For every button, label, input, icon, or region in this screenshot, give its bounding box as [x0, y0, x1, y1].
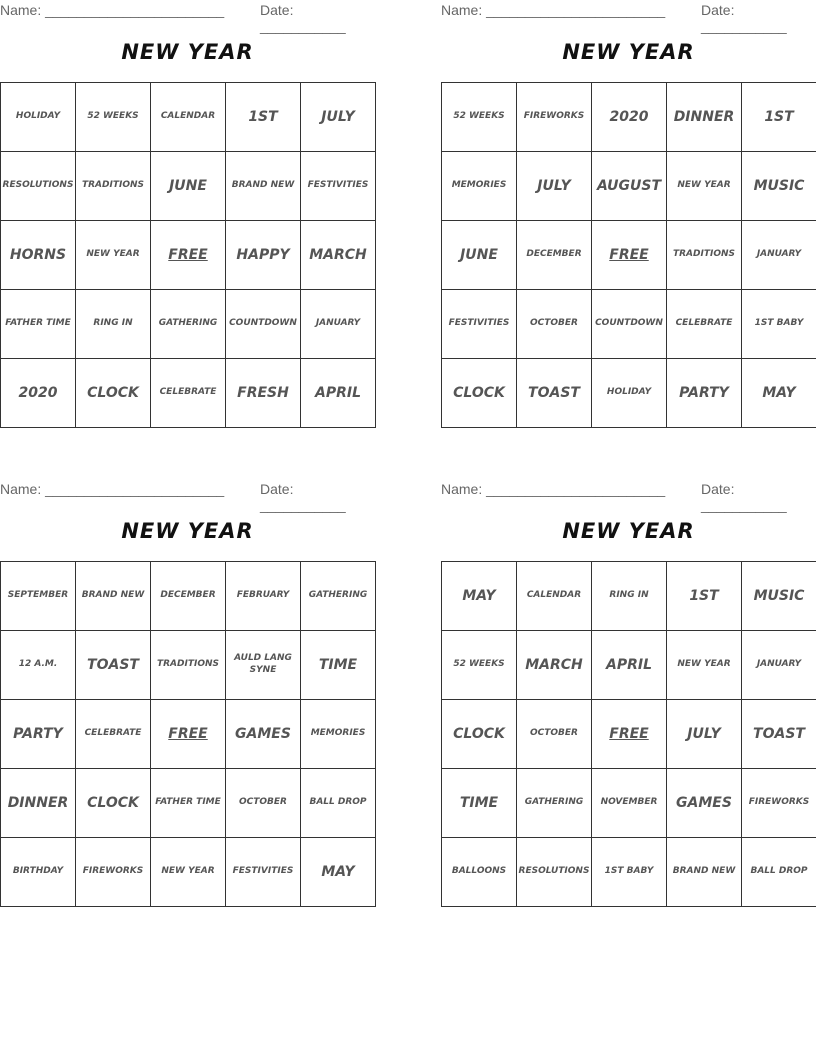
bingo-cell[interactable]: CLOCK: [442, 359, 517, 428]
bingo-cell[interactable]: FESTIVITIES: [442, 290, 517, 359]
bingo-cell[interactable]: APRIL: [592, 631, 667, 700]
bingo-cell[interactable]: 12 A.M.: [1, 631, 76, 700]
bingo-cell[interactable]: RING IN: [76, 290, 151, 359]
name-field[interactable]: Name: _______________________: [441, 2, 666, 18]
bingo-row: [1, 838, 376, 907]
bingo-cell[interactable]: BRAND NEW: [226, 152, 301, 221]
bingo-cell[interactable]: DINNER: [667, 83, 742, 152]
bingo-cell[interactable]: BALL DROP: [301, 769, 376, 838]
bingo-cell[interactable]: 1ST BABY: [592, 838, 667, 907]
bingo-cell[interactable]: GATHERING: [301, 562, 376, 631]
bingo-row: [442, 631, 816, 700]
bingo-grid: [441, 561, 816, 907]
bingo-cell[interactable]: 1ST: [226, 83, 301, 152]
bingo-cell[interactable]: FIREWORKS: [76, 838, 151, 907]
bingo-cell[interactable]: OCTOBER: [226, 769, 301, 838]
bingo-cell[interactable]: FATHER TIME: [151, 769, 226, 838]
bingo-grid: [0, 82, 376, 428]
bingo-cell[interactable]: MAY: [742, 359, 816, 428]
bingo-cell[interactable]: BRAND NEW: [667, 838, 742, 907]
bingo-cell[interactable]: 52 WEEKS: [442, 83, 517, 152]
bingo-cell[interactable]: BRAND NEW: [76, 562, 151, 631]
card-header: [0, 2, 375, 34]
bingo-cell[interactable]: CELEBRATE: [76, 700, 151, 769]
bingo-cell[interactable]: FESTIVITIES: [226, 838, 301, 907]
bingo-cell[interactable]: MAY: [442, 562, 517, 631]
bingo-cell[interactable]: TRADITIONS: [151, 631, 226, 700]
bingo-cell[interactable]: OCTOBER: [517, 290, 592, 359]
bingo-row: [442, 152, 816, 221]
card-header: [441, 481, 816, 513]
bingo-cell[interactable]: TOAST: [517, 359, 592, 428]
bingo-cell[interactable]: SEPTEMBER: [1, 562, 76, 631]
bingo-cell[interactable]: NEW YEAR: [667, 631, 742, 700]
bingo-row: [442, 769, 816, 838]
free-space-cell[interactable]: FREE: [151, 700, 226, 769]
bingo-cell[interactable]: TRADITIONS: [667, 221, 742, 290]
bingo-row: [1, 562, 376, 631]
card-title: NEW YEAR: [121, 40, 254, 64]
bingo-cell[interactable]: CELEBRATE: [667, 290, 742, 359]
card-header: [441, 2, 816, 34]
bingo-cell[interactable]: CALENDAR: [517, 562, 592, 631]
bingo-cell[interactable]: HORNS: [1, 221, 76, 290]
bingo-row: [1, 221, 376, 290]
bingo-cell[interactable]: AUGUST: [592, 152, 667, 221]
bingo-cell[interactable]: MAY: [301, 838, 376, 907]
bingo-cell[interactable]: NEW YEAR: [151, 838, 226, 907]
bingo-row: [1, 631, 376, 700]
bingo-cell[interactable]: CLOCK: [442, 700, 517, 769]
bingo-cell[interactable]: MUSIC: [742, 152, 816, 221]
bingo-cell[interactable]: RESOLUTIONS: [517, 838, 592, 907]
bingo-cell[interactable]: GATHERING: [517, 769, 592, 838]
bingo-cell[interactable]: 52 WEEKS: [442, 631, 517, 700]
bingo-cell[interactable]: DINNER: [1, 769, 76, 838]
bingo-cell[interactable]: GAMES: [226, 700, 301, 769]
bingo-row: [442, 359, 816, 428]
bingo-row: [1, 769, 376, 838]
bingo-row: [1, 290, 376, 359]
bingo-cell[interactable]: APRIL: [301, 359, 376, 428]
bingo-cell[interactable]: HOLIDAY: [1, 83, 76, 152]
bingo-cell[interactable]: MEMORIES: [442, 152, 517, 221]
bingo-cell[interactable]: TOAST: [76, 631, 151, 700]
bingo-cell[interactable]: COUNTDOWN: [592, 290, 667, 359]
bingo-cell[interactable]: FIREWORKS: [742, 769, 816, 838]
date-field[interactable]: Date: ___________: [260, 2, 346, 34]
card-title: NEW YEAR: [121, 519, 254, 543]
bingo-row: [442, 838, 816, 907]
bingo-cell[interactable]: MEMORIES: [301, 700, 376, 769]
bingo-cell[interactable]: PARTY: [667, 359, 742, 428]
bingo-row: [442, 700, 816, 769]
bingo-cell[interactable]: CALENDAR: [151, 83, 226, 152]
bingo-cell[interactable]: BIRTHDAY: [1, 838, 76, 907]
bingo-cell[interactable]: JUNE: [442, 221, 517, 290]
bingo-cell[interactable]: CLOCK: [76, 769, 151, 838]
bingo-cell[interactable]: FIREWORKS: [517, 83, 592, 152]
bingo-cell[interactable]: 1ST: [742, 83, 816, 152]
free-space-cell[interactable]: FREE: [151, 221, 226, 290]
bingo-cell[interactable]: TIME: [442, 769, 517, 838]
bingo-row: [442, 83, 816, 152]
bingo-cell[interactable]: BALL DROP: [742, 838, 816, 907]
bingo-cell[interactable]: NEW YEAR: [667, 152, 742, 221]
bingo-cell[interactable]: JANUARY: [742, 631, 816, 700]
bingo-cell[interactable]: OCTOBER: [517, 700, 592, 769]
bingo-cell[interactable]: FEBRUARY: [226, 562, 301, 631]
bingo-cell[interactable]: FESTIVITIES: [301, 152, 376, 221]
date-field[interactable]: Date: ___________: [701, 2, 787, 34]
bingo-row: [442, 562, 816, 631]
bingo-row: [1, 152, 376, 221]
bingo-cell[interactable]: FRESH: [226, 359, 301, 428]
bingo-cell[interactable]: CELEBRATE: [151, 359, 226, 428]
bingo-cell[interactable]: JUNE: [151, 152, 226, 221]
bingo-cell[interactable]: GATHERING: [151, 290, 226, 359]
bingo-row: [1, 83, 376, 152]
bingo-cell[interactable]: JULY: [667, 700, 742, 769]
bingo-cell[interactable]: 2020: [592, 83, 667, 152]
date-field[interactable]: Date: ___________: [701, 481, 787, 513]
bingo-cell[interactable]: JANUARY: [742, 221, 816, 290]
name-field[interactable]: Name: _______________________: [0, 481, 225, 497]
name-field[interactable]: Name: _______________________: [441, 481, 666, 497]
bingo-cell[interactable]: 2020: [1, 359, 76, 428]
bingo-row: [442, 290, 816, 359]
bingo-cell[interactable]: AULD LANG SYNE: [226, 631, 301, 700]
bingo-cell[interactable]: MUSIC: [742, 562, 816, 631]
bingo-cell[interactable]: RESOLUTIONS: [1, 152, 76, 221]
bingo-cell[interactable]: FATHER TIME: [1, 290, 76, 359]
bingo-cell[interactable]: TRADITIONS: [76, 152, 151, 221]
bingo-cell[interactable]: MARCH: [517, 631, 592, 700]
bingo-cell[interactable]: TOAST: [742, 700, 816, 769]
name-field[interactable]: Name: _______________________: [0, 2, 225, 18]
bingo-row: [442, 221, 816, 290]
bingo-cell[interactable]: DECEMBER: [151, 562, 226, 631]
bingo-cell[interactable]: 52 WEEKS: [76, 83, 151, 152]
bingo-cell[interactable]: 1ST: [667, 562, 742, 631]
bingo-cell[interactable]: TIME: [301, 631, 376, 700]
card-header: [0, 481, 375, 513]
bingo-cell[interactable]: BALLOONS: [442, 838, 517, 907]
bingo-cell[interactable]: GAMES: [667, 769, 742, 838]
bingo-cell[interactable]: JULY: [517, 152, 592, 221]
bingo-cell[interactable]: RING IN: [592, 562, 667, 631]
free-space-cell[interactable]: FREE: [592, 221, 667, 290]
bingo-cell[interactable]: HOLIDAY: [592, 359, 667, 428]
bingo-cell[interactable]: NOVEMBER: [592, 769, 667, 838]
bingo-cell[interactable]: CLOCK: [76, 359, 151, 428]
card-title: NEW YEAR: [562, 40, 695, 64]
bingo-cell[interactable]: MARCH: [301, 221, 376, 290]
card-title: NEW YEAR: [562, 519, 695, 543]
bingo-cell[interactable]: 1ST BABY: [742, 290, 816, 359]
bingo-cell[interactable]: JANUARY: [301, 290, 376, 359]
bingo-grid: [441, 82, 816, 428]
bingo-row: [1, 700, 376, 769]
bingo-cell[interactable]: NEW YEAR: [76, 221, 151, 290]
bingo-cell[interactable]: COUNTDOWN: [226, 290, 301, 359]
bingo-grid: [0, 561, 376, 907]
bingo-cell[interactable]: DECEMBER: [517, 221, 592, 290]
date-field[interactable]: Date: ___________: [260, 481, 346, 513]
bingo-cell[interactable]: HAPPY: [226, 221, 301, 290]
bingo-cell[interactable]: JULY: [301, 83, 376, 152]
bingo-row: [1, 359, 376, 428]
free-space-cell[interactable]: FREE: [592, 700, 667, 769]
bingo-cell[interactable]: PARTY: [1, 700, 76, 769]
